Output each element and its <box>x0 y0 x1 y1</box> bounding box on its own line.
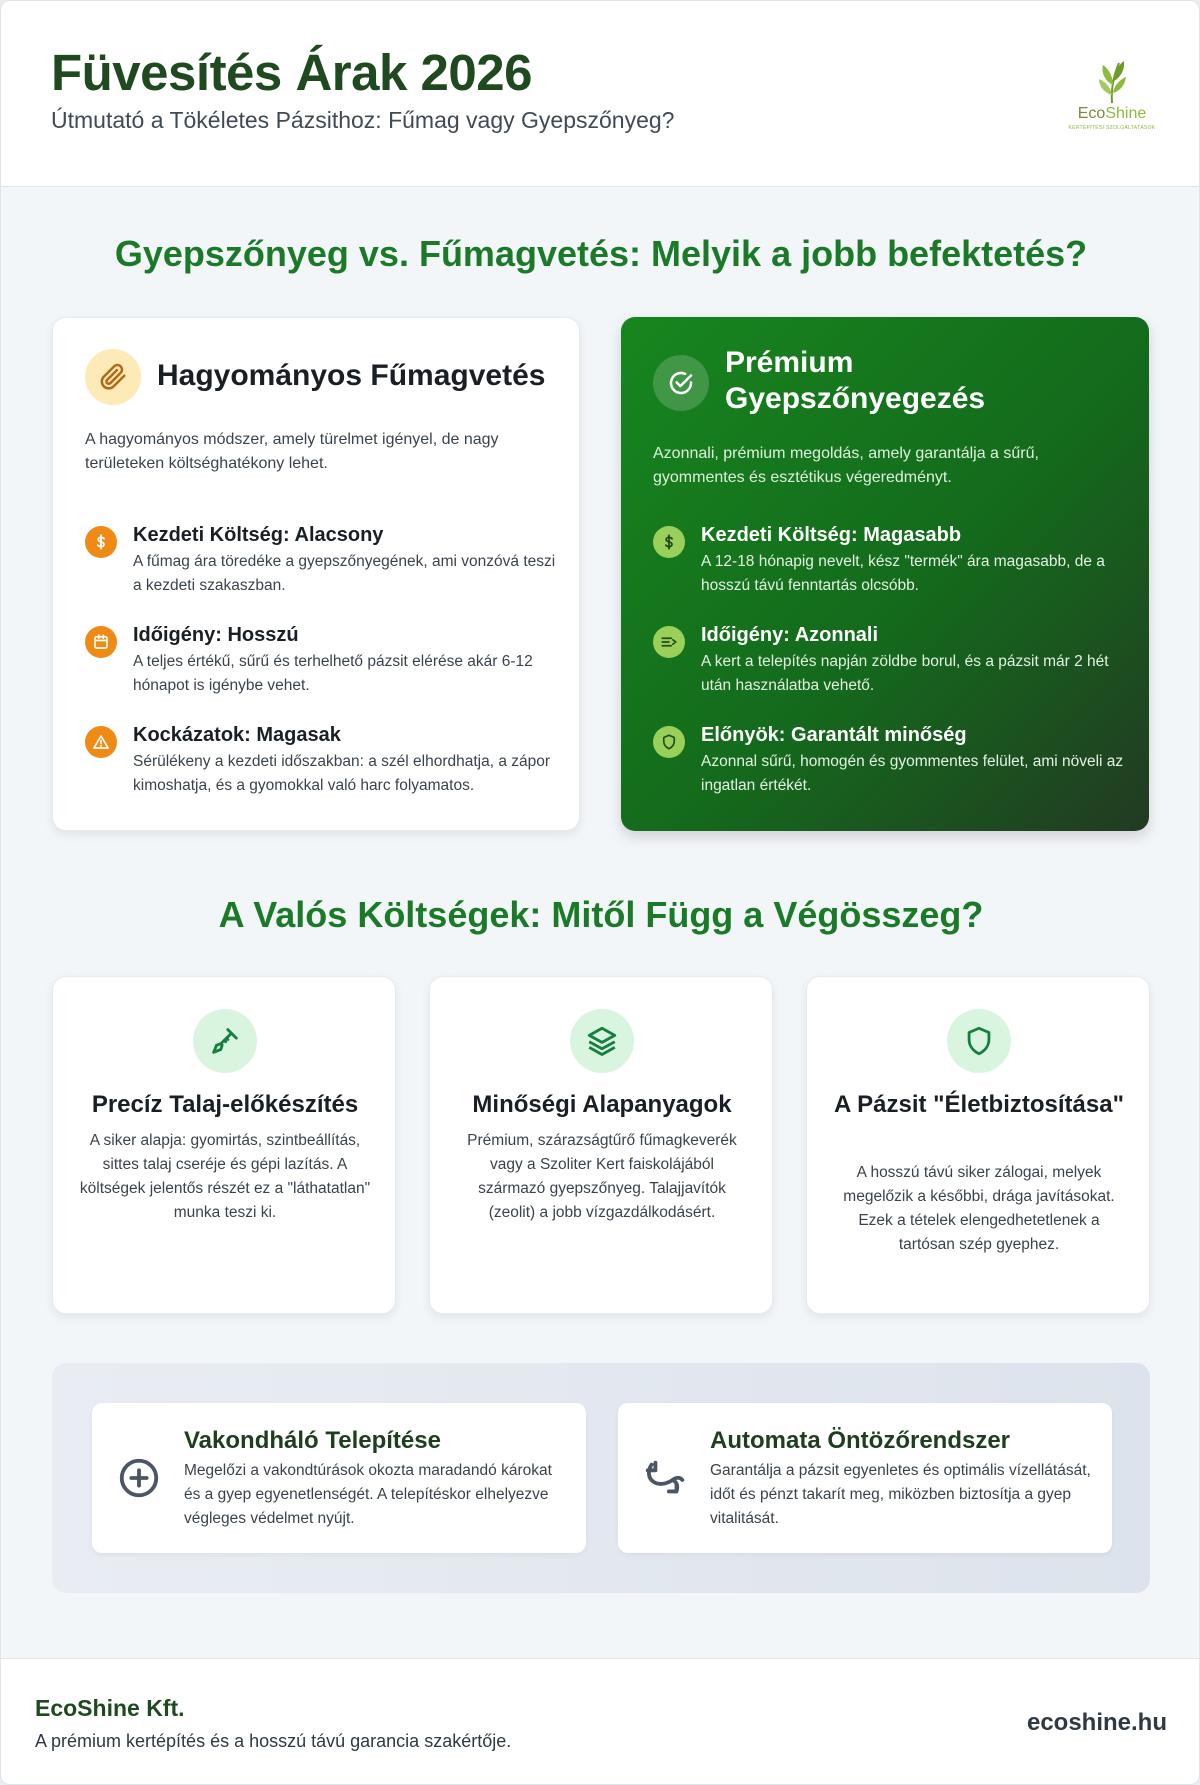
costs-title: A Valós Költségek: Mitől Függ a Végösszeg? <box>218 894 984 935</box>
card-title: Prémium Gyepszőnyegezés <box>725 346 986 415</box>
logo-wordmark: EcoShine <box>1077 105 1147 122</box>
calendar-icon <box>85 626 117 658</box>
dollar-icon <box>653 526 685 558</box>
card-text: A hosszú távú siker zálogai, melyek megelőzik a későbbi, drága javításokat. Ezek a tételek elengedhetetlenek a tartósan szép gyephez. <box>843 1164 1115 1253</box>
logo-tagline: KERTÉPÍTÉSI SZOLGÁLTATÁSOK <box>1068 125 1156 131</box>
card-title: Minőségi Alapanyagok <box>472 1091 732 1118</box>
feature-title: Előnyök: Garantált minőség <box>701 724 967 746</box>
card-intro: A hagyományos módszer, amely türelmet igényel, de nagy területeken költséghatékony lehet. <box>85 431 499 472</box>
cost-card-lawn-insurance <box>806 976 1150 1314</box>
shield-icon <box>653 726 685 758</box>
card-intro: Azonnali, prémium megoldás, amely garantálja a sűrű, gyommentes és esztétikus végeredményt. <box>653 445 1039 486</box>
feature-title: Időigény: Azonnali <box>701 624 879 646</box>
page-subtitle: Útmutató a Tökéletes Pázsithoz: Fűmag vagy Gyepszőnyeg? <box>51 107 675 133</box>
feature-title: Kockázatok: Magasak <box>133 724 341 746</box>
footer-company: EcoShine Kft. <box>35 1695 185 1721</box>
feature-text: A teljes értékű, sűrű és terhelhető pázsit elérése akár 6-12 hónapot is igénybe vehet. <box>133 653 533 694</box>
shield-icon <box>947 1009 1011 1073</box>
leaf-logo-icon <box>1067 55 1157 105</box>
extras-panel <box>52 1363 1150 1593</box>
feature-text: Sérülékeny a kezdeti időszakban: a szél elhordhatja, a zápor kimoshatja, és a gyomokkal való harc folyamatos. <box>133 753 551 794</box>
cost-card-soil-preparation <box>52 976 396 1314</box>
feature-text: A fűmag ára töredéke a gyepszőnyegének, ami vonzóvá teszi a kezdeti szakaszban. <box>133 553 556 594</box>
extra-irrigation <box>618 1403 1112 1553</box>
traditional-seeding-card <box>52 317 580 831</box>
check-circle-icon <box>653 355 709 411</box>
speed-icon <box>653 626 685 658</box>
comparison-title: Gyepszőnyeg vs. Fűmagvetés: Melyik a jobb befektetés? <box>114 233 1088 274</box>
header <box>1 1 1200 187</box>
shovel-icon <box>193 1009 257 1073</box>
card-title: A Pázsit "Életbiztosítása" <box>834 1091 1124 1118</box>
footer-tagline: A prémium kertépítés és a hosszú távú garancia szakértője. <box>35 1731 512 1751</box>
extra-mole-net <box>92 1403 586 1553</box>
feature-text: A 12-18 hónapig nevelt, kész "termék" ára magasabb, de a hosszú távú fenntartás olcsóbb. <box>701 553 1105 594</box>
card-text: Prémium, szárazságtűrő fűmagkeverék vagy a Szoliter Kert faiskolájából származó gyepszőnyeg. Talajjavítók (zeolit) a jobb vízgazdálkodásért. <box>467 1132 737 1221</box>
feature-title: Kezdeti Költség: Magasabb <box>701 524 962 546</box>
warning-icon <box>85 726 117 758</box>
ecoshine-logo <box>1067 55 1157 135</box>
dollar-icon <box>85 526 117 558</box>
cost-card-materials <box>429 976 773 1314</box>
paperclip-icon <box>85 349 141 405</box>
page-title: Füvesítés Árak 2026 <box>51 44 532 101</box>
extra-text: Megelőzi a vakondtúrások okozta maradandó károkat és a gyep egyenetlenségét. A telepítéskor elhelyezve végleges védelmet nyújt. <box>184 1462 552 1527</box>
card-text: A siker alapja: gyomirtás, szintbeállítás, sittes talaj cseréje és gépi lazítás. A költségek jelentős részét ez a "láthatatlan" munka teszi ki. <box>79 1132 371 1221</box>
card-title: Hagyományos Fűmagvetés <box>157 359 546 392</box>
card-title: Precíz Talaj-előkészítés <box>91 1091 359 1118</box>
feature-title: Időigény: Hosszú <box>133 624 299 646</box>
extra-title: Vakondháló Telepítése <box>184 1427 441 1454</box>
feature-title: Kezdeti Költség: Alacsony <box>133 524 384 546</box>
feature-text: Azonnal sűrű, homogén és gyommentes felület, ami növeli az ingatlan értékét. <box>701 753 1124 794</box>
water-drop-icon <box>642 1455 688 1501</box>
layers-icon <box>570 1009 634 1073</box>
plus-circle-icon <box>116 1455 162 1501</box>
footer <box>1 1658 1200 1785</box>
extra-text: Garantálja a pázsit egyenletes és optimális vízellátását, időt és pénzt takarít meg, miközben biztosítja a gyep vitalitását. <box>710 1462 1091 1527</box>
premium-turf-card <box>621 317 1149 831</box>
extra-title: Automata Öntözőrendszer <box>710 1427 1011 1454</box>
feature-text: A kert a telepítés napján zöldbe borul, és a pázsit már 2 hét után használatba vehető. <box>701 653 1109 694</box>
footer-website-link[interactable]: ecoshine.hu <box>1026 1709 1167 1736</box>
